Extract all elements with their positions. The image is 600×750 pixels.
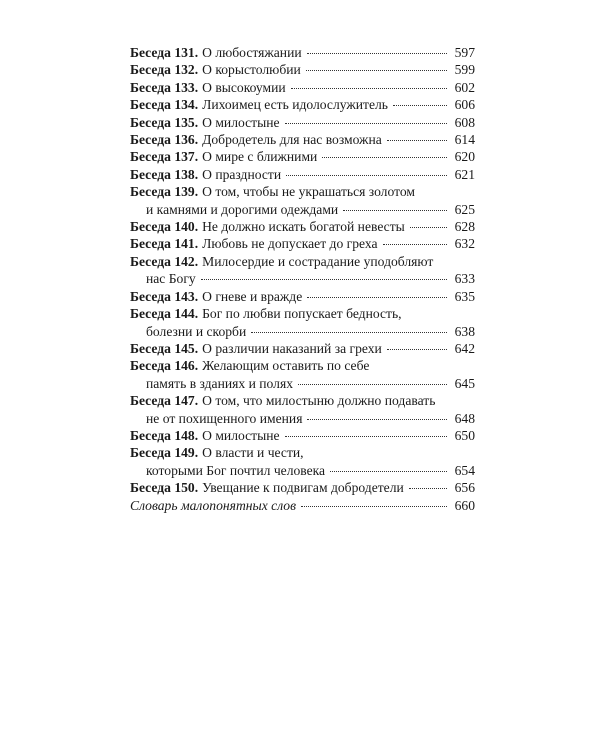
toc-entry-line <box>130 462 475 479</box>
page-number: 621 <box>454 166 475 182</box>
toc-entry-line <box>130 392 475 409</box>
toc-entry-line <box>130 253 475 270</box>
entry-label: Беседа 132. <box>130 62 199 78</box>
toc-entry-line <box>130 235 475 252</box>
toc-entry <box>130 183 475 218</box>
entry-label: Беседа 150. <box>130 480 199 496</box>
page-number: 597 <box>454 45 475 60</box>
toc-entry <box>130 288 475 305</box>
toc-entry-line <box>130 340 475 357</box>
toc-entry-line <box>130 288 475 305</box>
toc-entry-line <box>130 148 475 165</box>
toc-entry <box>130 305 475 340</box>
toc-entry-line <box>130 96 475 113</box>
toc-entry <box>130 148 475 165</box>
entry-title: О том, что милостыню должно подавать <box>202 393 436 409</box>
entry-title: и камнями и дорогими одеждами <box>146 201 339 217</box>
dot-leader <box>343 200 447 211</box>
toc-entry-line <box>130 131 475 148</box>
entry-label: Беседа 136. <box>130 132 199 148</box>
entry-label: Беседа 142. <box>130 253 199 269</box>
entry-label: Беседа 137. <box>130 149 199 165</box>
toc-entry <box>130 392 475 427</box>
toc-entry-line <box>130 44 475 61</box>
dot-leader <box>307 409 447 420</box>
toc-entry <box>130 218 475 235</box>
entry-title: О любостяжании <box>202 45 302 60</box>
toc-entry-line <box>130 410 475 427</box>
entry-label: Беседа 145. <box>130 340 199 356</box>
entry-label: Беседа 133. <box>130 79 199 95</box>
entry-title: О милостыне <box>202 114 280 130</box>
entry-title: нас Богу <box>146 271 196 287</box>
dot-leader <box>410 217 447 228</box>
entry-title: О высокоумии <box>202 79 286 95</box>
toc-entry-glossary <box>130 497 475 514</box>
dot-leader <box>251 322 447 333</box>
entry-title: Любовь не допускает до греха <box>202 236 378 252</box>
page-number: 633 <box>454 271 475 287</box>
toc-entry <box>130 235 475 252</box>
toc-entry-line <box>130 61 475 78</box>
page-number: 648 <box>454 410 475 426</box>
dot-leader <box>393 95 447 106</box>
entry-title: О различии наказаний за грехи <box>202 340 382 356</box>
entry-title: болезни и скорби <box>146 323 247 339</box>
toc-entry-line <box>130 357 475 374</box>
dot-leader <box>306 60 447 71</box>
toc-entry-line <box>130 375 475 392</box>
page-number: 599 <box>454 62 475 78</box>
page-number: 602 <box>454 79 475 95</box>
entry-label: Беседа 141. <box>130 236 199 252</box>
entry-title: Милосердие и сострадание уподобляют <box>202 253 434 269</box>
toc-entry <box>130 479 475 496</box>
toc-entry-line <box>130 79 475 96</box>
toc-entry <box>130 357 475 392</box>
page-number: 635 <box>454 288 475 304</box>
entry-title: О корыстолюбии <box>202 62 301 78</box>
entry-title: Добродетель для нас возможна <box>202 132 382 148</box>
toc-entry-line <box>130 166 475 183</box>
entry-title: Лихоимец есть идолослужитель <box>202 97 388 113</box>
entry-label: Беседа 140. <box>130 219 199 235</box>
entry-title: Увещание к подвигам добродетели <box>202 480 404 496</box>
dot-leader <box>307 287 447 298</box>
dot-leader <box>409 478 447 489</box>
dot-leader <box>201 269 447 280</box>
entry-label: Беседа 135. <box>130 114 199 130</box>
entry-title: О праздности <box>202 166 282 182</box>
page-number: 614 <box>454 132 475 148</box>
page-number: 620 <box>454 149 475 165</box>
dot-leader <box>285 113 447 124</box>
dot-leader <box>298 374 447 385</box>
page-number: 645 <box>454 375 475 391</box>
toc-entry-line <box>130 444 475 461</box>
entry-title: Не должно искать богатой невесты <box>202 219 405 235</box>
entry-label: Беседа 148. <box>130 427 199 443</box>
toc-entry-line <box>130 427 475 444</box>
glossary-title: Словарь малопонятных слов <box>130 497 296 513</box>
page-number: 650 <box>454 427 475 443</box>
dot-leader <box>291 78 447 89</box>
toc-entry-line <box>130 218 475 235</box>
entry-title: память в зданиях и полях <box>146 375 293 391</box>
entry-title: О гневе и вражде <box>202 288 303 304</box>
page-number: 625 <box>454 201 475 217</box>
dot-leader <box>383 234 447 245</box>
entry-title: не от похищенного имения <box>146 410 303 426</box>
table-of-contents <box>130 44 475 514</box>
toc-entry <box>130 166 475 183</box>
toc-entry-line <box>130 479 475 496</box>
page-number: 656 <box>454 480 475 496</box>
page-number: 632 <box>454 236 475 252</box>
entry-title: которыми Бог почтил человека <box>146 462 326 478</box>
toc-entry <box>130 427 475 444</box>
entry-label: Беседа 143. <box>130 288 199 304</box>
dot-leader <box>387 130 447 141</box>
entry-title: О власти и чести, <box>202 445 304 461</box>
toc-entry-line <box>130 305 475 322</box>
toc-entry-line <box>130 270 475 287</box>
page-number: 638 <box>454 323 475 339</box>
toc-entry <box>130 61 475 78</box>
page-number: 606 <box>454 97 475 113</box>
entry-label: Беседа 139. <box>130 184 199 200</box>
dot-leader <box>285 426 447 437</box>
page-number: 642 <box>454 340 475 356</box>
dot-leader <box>286 165 447 176</box>
dot-leader <box>322 147 447 158</box>
page-number: 608 <box>454 114 475 130</box>
toc-entry <box>130 44 475 61</box>
dot-leader <box>301 496 447 507</box>
entry-label: Беседа 138. <box>130 166 199 182</box>
entry-title: Желающим оставить по себе <box>202 358 370 374</box>
dot-leader <box>387 339 447 350</box>
toc-entry <box>130 79 475 96</box>
toc-entry-line <box>130 323 475 340</box>
toc-entry <box>130 253 475 288</box>
toc-entry <box>130 96 475 113</box>
entry-title: О мире с ближними <box>202 149 318 165</box>
entry-title: Бог по любви попускает бедность, <box>202 306 402 322</box>
entry-label: Беседа 149. <box>130 445 199 461</box>
page-number: 628 <box>454 219 475 235</box>
toc-entry-line <box>130 201 475 218</box>
entry-label: Беседа 144. <box>130 306 199 322</box>
entry-label: Беседа 147. <box>130 393 199 409</box>
entry-title: О милостыне <box>202 427 280 443</box>
toc-entry <box>130 131 475 148</box>
toc-entry-line <box>130 497 475 514</box>
entry-label: Беседа 131. <box>130 45 199 60</box>
toc-entry <box>130 114 475 131</box>
entry-title: О том, чтобы не украшаться золотом <box>202 184 415 200</box>
entry-label: Беседа 146. <box>130 358 199 374</box>
toc-entry-line <box>130 183 475 200</box>
page-number: 660 <box>454 497 475 513</box>
toc-entry <box>130 340 475 357</box>
page-number: 654 <box>454 462 475 478</box>
toc-entry <box>130 444 475 479</box>
toc-entry-line <box>130 114 475 131</box>
dot-leader <box>330 461 447 472</box>
entry-label: Беседа 134. <box>130 97 199 113</box>
dot-leader <box>307 43 447 54</box>
